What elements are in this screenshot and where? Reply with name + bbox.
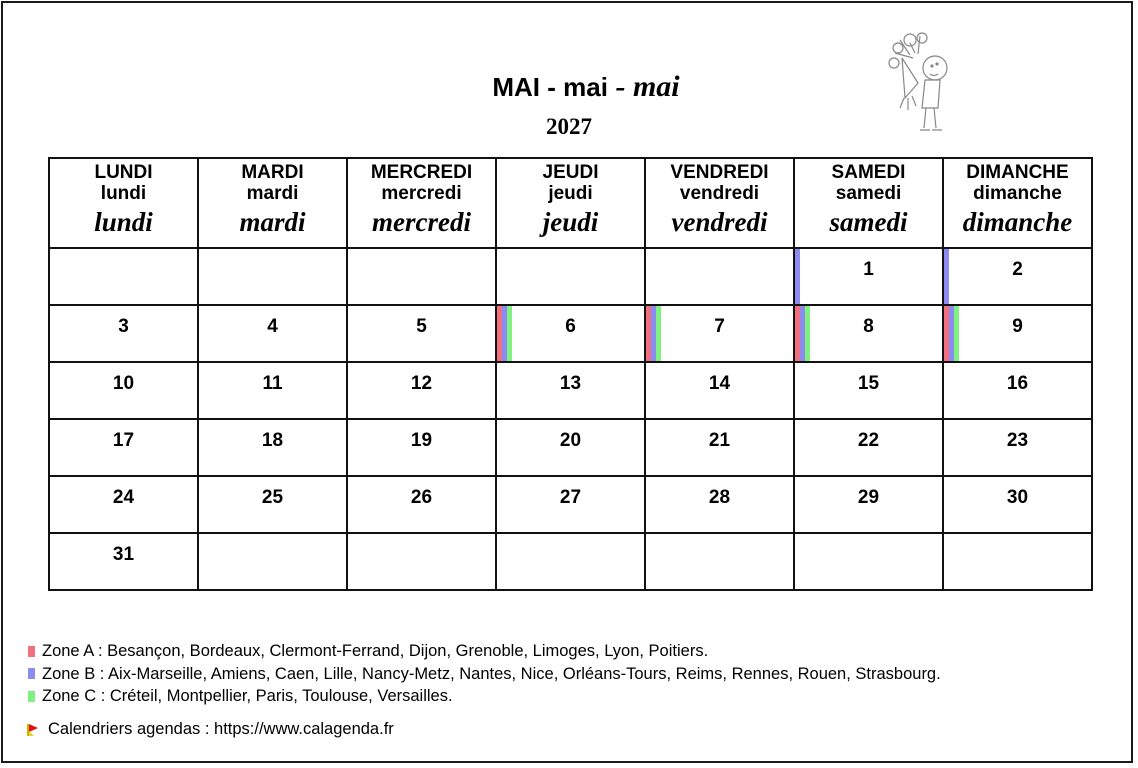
- zone-b-stripe: [795, 249, 800, 304]
- day-cell: [198, 362, 347, 419]
- legend-zone-b: [28, 663, 941, 686]
- weekday-lower: lundi: [100, 183, 147, 204]
- day-number: 31: [112, 544, 135, 565]
- day-number: 9: [1012, 316, 1023, 337]
- footer: [26, 720, 394, 739]
- weekday-header-jeudi: [496, 158, 645, 248]
- weekday-upper: MARDI: [241, 162, 304, 183]
- day-number: 6: [565, 316, 576, 337]
- day-number: 29: [857, 487, 880, 508]
- day-number: 25: [261, 487, 284, 508]
- title-upper: MAI: [492, 72, 541, 102]
- holiday-zone-stripes: [944, 249, 949, 304]
- weekday-upper: VENDREDI: [670, 162, 769, 183]
- holiday-zone-stripes: [795, 306, 810, 361]
- week-row: [49, 419, 1092, 476]
- zone-color-swatch-icon: [28, 668, 35, 679]
- empty-cell: [347, 248, 496, 305]
- weekday-upper: DIMANCHE: [966, 162, 1069, 183]
- weekday-lower: samedi: [835, 183, 902, 204]
- child-with-flowers-icon: [880, 28, 960, 133]
- weekday-header-mardi: [198, 158, 347, 248]
- empty-cell: [198, 248, 347, 305]
- day-cell: [347, 476, 496, 533]
- weekday-lower: mardi: [246, 183, 299, 204]
- title-lower: mai: [563, 72, 608, 102]
- day-cell: [794, 305, 943, 362]
- day-number: 5: [416, 316, 427, 337]
- day-number: 1: [863, 259, 874, 280]
- holiday-zone-stripes: [646, 306, 661, 361]
- weekday-header-samedi: [794, 158, 943, 248]
- zone-c-stripe: [805, 306, 810, 361]
- day-number: 19: [410, 430, 433, 451]
- day-cell: [347, 362, 496, 419]
- day-number: 30: [1006, 487, 1029, 508]
- day-cell: [496, 419, 645, 476]
- day-number: 3: [118, 316, 129, 337]
- zone-color-swatch-icon: [28, 691, 35, 702]
- day-number: 8: [863, 316, 874, 337]
- zone-legend: [28, 640, 941, 708]
- empty-cell: [347, 533, 496, 590]
- weekday-cursive: jeudi: [542, 207, 599, 237]
- day-cell: [943, 305, 1092, 362]
- weekday-header-lundi: [49, 158, 198, 248]
- day-number: 20: [559, 430, 582, 451]
- legend-text: Zone A : Besançon, Bordeaux, Clermont-Ferrand, Dijon, Grenoble, Limoges, Lyon, Poitiers.: [42, 642, 709, 660]
- day-number: 21: [708, 430, 731, 451]
- week-row: [49, 248, 1092, 305]
- title-sep: -: [540, 72, 564, 102]
- weekday-lower: mercredi: [381, 183, 462, 204]
- day-cell: [198, 305, 347, 362]
- week-row: [49, 305, 1092, 362]
- weekday-header-row: [49, 158, 1092, 248]
- day-number: 16: [1006, 373, 1029, 394]
- day-cell: [645, 476, 794, 533]
- calendar-table: [48, 157, 1093, 591]
- day-number: 14: [708, 373, 731, 394]
- weekday-header-dimanche: [943, 158, 1092, 248]
- weekday-lower: jeudi: [548, 183, 593, 204]
- holiday-zone-stripes: [497, 306, 512, 361]
- day-number: 11: [262, 373, 283, 394]
- weekday-cursive: vendredi: [671, 207, 768, 237]
- weekday-header-mercredi: [347, 158, 496, 248]
- empty-cell: [794, 533, 943, 590]
- day-number: 15: [857, 373, 880, 394]
- zone-c-stripe: [954, 306, 959, 361]
- day-number: 26: [410, 487, 433, 508]
- day-cell: [943, 248, 1092, 305]
- day-cell: [496, 476, 645, 533]
- empty-cell: [49, 248, 198, 305]
- day-number: 17: [112, 430, 135, 451]
- day-cell: [49, 362, 198, 419]
- holiday-zone-stripes: [795, 249, 800, 304]
- day-cell: [943, 419, 1092, 476]
- day-number: 27: [559, 487, 582, 508]
- weekday-lower: vendredi: [679, 183, 760, 204]
- week-row: [49, 476, 1092, 533]
- empty-cell: [198, 533, 347, 590]
- day-number: 10: [112, 373, 135, 394]
- day-cell: [49, 476, 198, 533]
- day-cell: [645, 362, 794, 419]
- legend-zone-c: [28, 685, 941, 708]
- empty-cell: [496, 248, 645, 305]
- weekday-upper: SAMEDI: [831, 162, 906, 183]
- day-number: 2: [1012, 259, 1023, 280]
- day-cell: [49, 533, 198, 590]
- day-cell: [49, 419, 198, 476]
- calendar-body: [49, 248, 1092, 590]
- day-cell: [645, 419, 794, 476]
- day-cell: [943, 362, 1092, 419]
- day-cell: [794, 362, 943, 419]
- weekday-cursive: samedi: [829, 207, 908, 237]
- day-cell: [645, 305, 794, 362]
- day-number: 22: [857, 430, 880, 451]
- zone-c-stripe: [656, 306, 661, 361]
- empty-cell: [496, 533, 645, 590]
- page-title: [0, 70, 1138, 104]
- title-sep-2: -: [607, 70, 633, 103]
- day-cell: [794, 419, 943, 476]
- weekday-cursive: mardi: [239, 207, 306, 237]
- week-row: [49, 362, 1092, 419]
- weekday-upper: LUNDI: [94, 162, 153, 183]
- day-cell: [496, 362, 645, 419]
- day-cell: [198, 419, 347, 476]
- weekday-lower: dimanche: [973, 183, 1062, 204]
- weekday-cursive: mercredi: [372, 207, 471, 237]
- legend-zone-a: [28, 640, 941, 663]
- zone-color-swatch-icon: [28, 646, 35, 657]
- week-row: [49, 533, 1092, 590]
- weekday-upper: JEUDI: [542, 162, 599, 183]
- day-number: 12: [410, 373, 433, 394]
- day-cell: [496, 305, 645, 362]
- day-cell: [943, 476, 1092, 533]
- weekday-upper: MERCREDI: [370, 162, 473, 183]
- weekday-header-vendredi: [645, 158, 794, 248]
- day-number: 18: [261, 430, 284, 451]
- day-number: 13: [559, 373, 582, 394]
- day-cell: [49, 305, 198, 362]
- calagenda-logo-icon: [26, 723, 40, 737]
- footer-text: Calendriers agendas : https://www.calagenda.fr: [48, 720, 394, 738]
- title-cursive: mai: [632, 70, 680, 103]
- day-number: 24: [112, 487, 135, 508]
- zone-c-stripe: [507, 306, 512, 361]
- legend-text: Zone B : Aix-Marseille, Amiens, Caen, Lille, Nancy-Metz, Nantes, Nice, Orléans-Tours, Reims, Rennes, Rouen, Strasbourg.: [42, 664, 941, 683]
- holiday-zone-stripes: [944, 306, 959, 361]
- empty-cell: [645, 533, 794, 590]
- day-cell: [347, 305, 496, 362]
- day-number: 4: [267, 316, 278, 337]
- day-cell: [794, 248, 943, 305]
- empty-cell: [943, 533, 1092, 590]
- legend-text: Zone C : Créteil, Montpellier, Paris, Toulouse, Versailles.: [42, 687, 453, 705]
- day-number: 23: [1006, 430, 1029, 451]
- day-number: 28: [708, 487, 731, 508]
- day-cell: [198, 476, 347, 533]
- day-number: 7: [714, 316, 725, 337]
- weekday-cursive: dimanche: [962, 207, 1073, 237]
- day-cell: [794, 476, 943, 533]
- zone-b-stripe: [944, 249, 949, 304]
- year-label: 2027: [546, 114, 592, 139]
- day-cell: [347, 419, 496, 476]
- empty-cell: [645, 248, 794, 305]
- weekday-cursive: lundi: [94, 207, 153, 237]
